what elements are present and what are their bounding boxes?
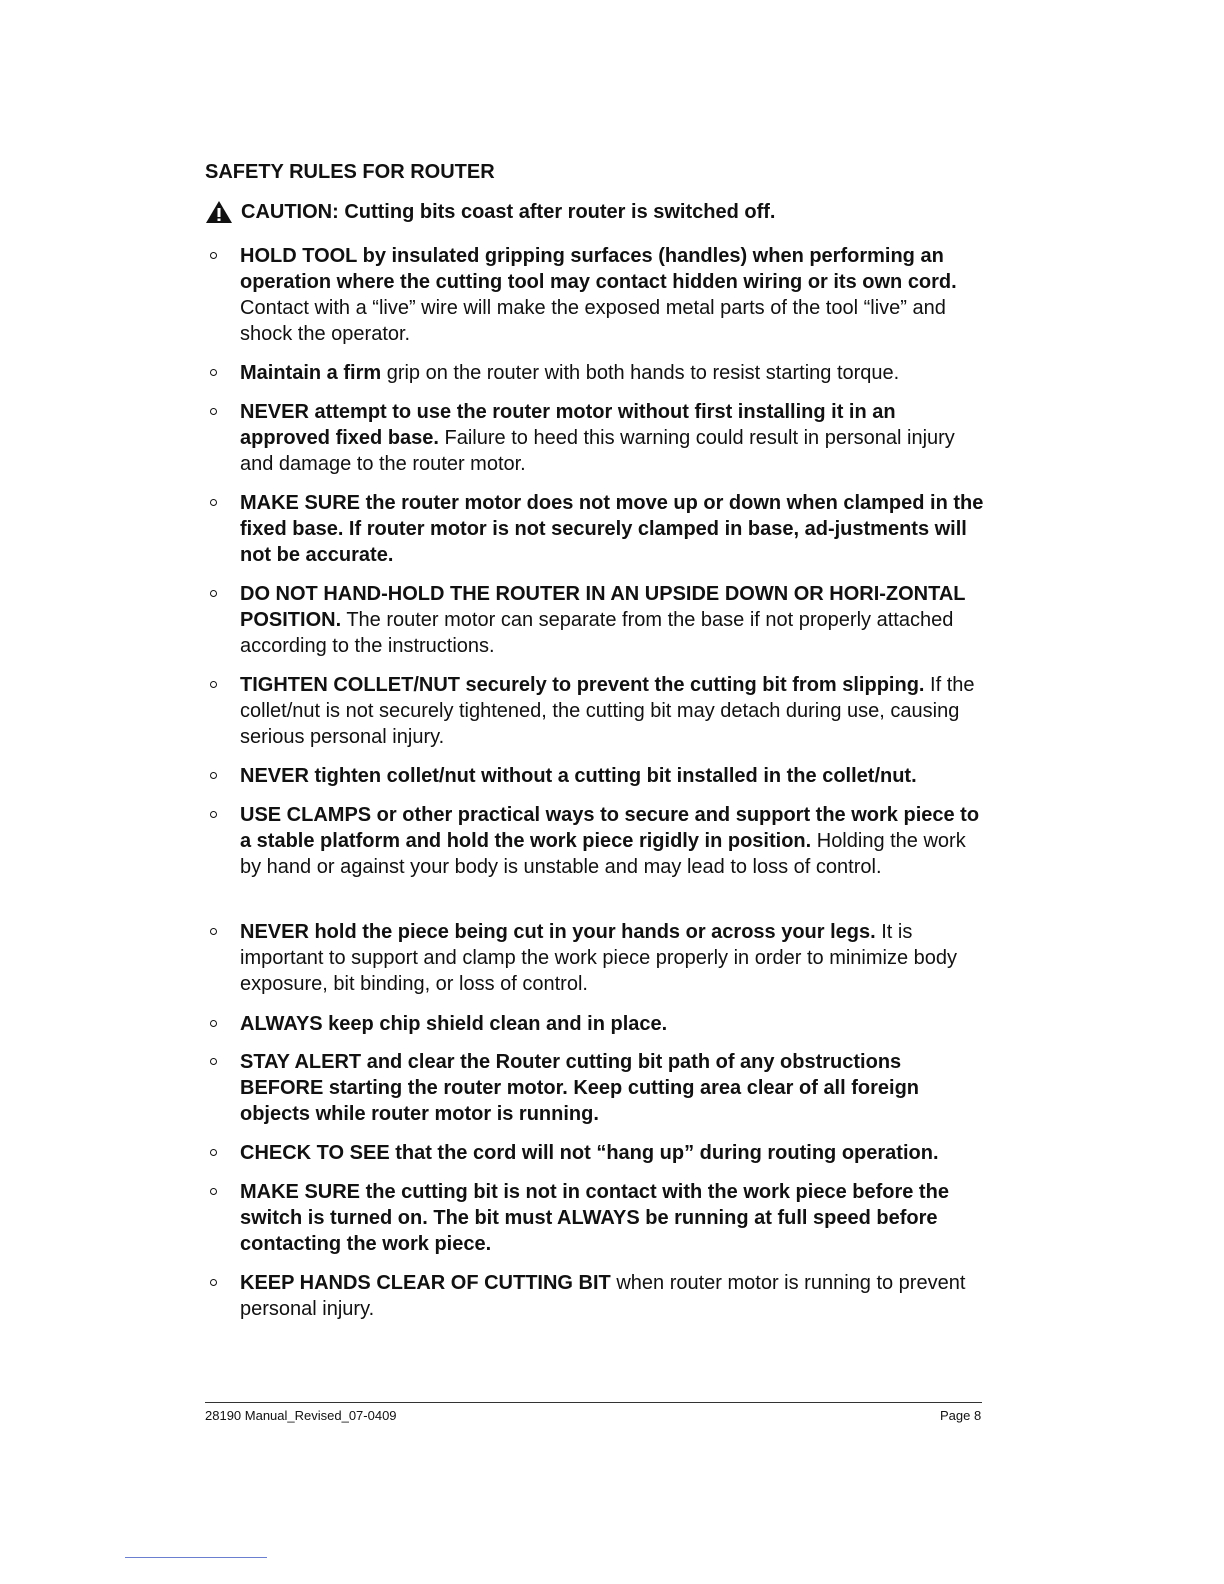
page-title: SAFETY RULES FOR ROUTER: [205, 161, 495, 183]
bullet-icon: [210, 1188, 217, 1195]
list-item: [240, 360, 990, 386]
list-item: [240, 1270, 990, 1322]
item-bold: STAY ALERT and clear the Router cutting bit path of any obstructions BEFORE starting the router motor. Keep cutting area clear of all foreign objects while router motor is running.: [240, 1051, 920, 1125]
bullet-icon: [210, 811, 217, 818]
list-item: [240, 1049, 990, 1127]
list-item: [240, 919, 990, 997]
bullet-icon: [210, 681, 217, 688]
bullet-icon: [210, 369, 217, 376]
item-text: It is important to support and clamp the work piece properly in order to minimize body exposure, bit binding, or loss of control.: [240, 921, 958, 995]
item-bold: MAKE SURE the cutting bit is not in contact with the work piece before the switch is turned on. The bit must ALWAYS be running at full speed before contacting the work piece.: [240, 1181, 949, 1255]
warning-triangle-icon: [205, 200, 233, 224]
list-item: [240, 399, 990, 477]
bullet-icon: [210, 252, 217, 259]
item-bold: DO NOT HAND-HOLD THE ROUTER IN AN UPSIDE DOWN OR HORI-ZONTAL POSITION.: [240, 583, 966, 631]
item-text: The router motor can separate from the base if not properly attached according to the instructions.: [240, 609, 954, 657]
item-text: when router motor is running to prevent personal injury.: [240, 1272, 966, 1320]
bullet-icon: [210, 1058, 217, 1065]
item-bold: HOLD TOOL by insulated gripping surfaces (handles) when performing an operation where the cutting tool may contact hidden wiring or its own cord.: [240, 245, 957, 293]
list-item: [240, 672, 990, 750]
item-text: grip on the router with both hands to resist starting torque.: [381, 362, 900, 384]
item-bold: NEVER tighten collet/nut without a cutting bit installed in the collet/nut.: [240, 765, 917, 787]
item-bold: KEEP HANDS CLEAR OF CUTTING BIT: [240, 1272, 611, 1294]
footer-document-id: 28190 Manual_Revised_07-0409: [205, 1408, 397, 1423]
list-item: [240, 243, 990, 347]
list-item: [240, 763, 990, 789]
bullet-icon: [210, 590, 217, 597]
list-item: [240, 1140, 990, 1166]
list-item: [240, 490, 990, 568]
list-item: [240, 581, 990, 659]
item-bold: USE CLAMPS or other practical ways to secure and support the work piece to a stable platform and hold the work piece rigidly in position.: [240, 804, 980, 852]
item-text: Contact with a “live” wire will make the exposed metal parts of the tool “live” and shock the operator.: [240, 297, 946, 345]
caution-notice: [205, 200, 775, 224]
item-text: Failure to heed this warning could result in personal injury and damage to the router motor.: [240, 427, 955, 475]
bullet-icon: [210, 1020, 217, 1027]
bullet-icon: [210, 772, 217, 779]
item-bold: TIGHTEN COLLET/NUT securely to prevent the cutting bit from slipping.: [240, 674, 925, 696]
bullet-icon: [210, 408, 217, 415]
item-text: Holding the work by hand or against your body is unstable and may lead to loss of control.: [240, 830, 966, 878]
list-item: [240, 1011, 990, 1037]
list-item: [240, 1179, 990, 1257]
item-text: If the collet/nut is not securely tightened, the cutting bit may detach during use, causing serious personal injury.: [240, 674, 975, 748]
item-bold: Maintain a firm: [240, 362, 382, 384]
list-item: [240, 802, 990, 880]
footer-page-number: Page 8: [940, 1408, 982, 1423]
item-bold: NEVER attempt to use the router motor without first installing it in an approved fixed base.: [240, 401, 896, 449]
item-bold: NEVER hold the piece being cut in your hands or across your legs.: [240, 921, 876, 943]
item-bold: CHECK TO SEE that the cord will not “hang up” during routing operation.: [240, 1142, 939, 1164]
bullet-icon: [210, 499, 217, 506]
bullet-icon: [210, 1279, 217, 1286]
bullet-icon: [210, 1149, 217, 1156]
caution-text: CAUTION: Cutting bits coast after router is switched off.: [241, 200, 776, 223]
item-bold: ALWAYS keep chip shield clean and in place.: [240, 1013, 668, 1035]
item-bold: MAKE SURE the router motor does not move up or down when clamped in the fixed base. If router motor is not securely clamped in base, ad-justments will not be accurate.: [240, 492, 984, 566]
bullet-icon: [210, 928, 217, 935]
footer-divider: [205, 1402, 982, 1403]
scan-artifact-line: [125, 1557, 267, 1558]
